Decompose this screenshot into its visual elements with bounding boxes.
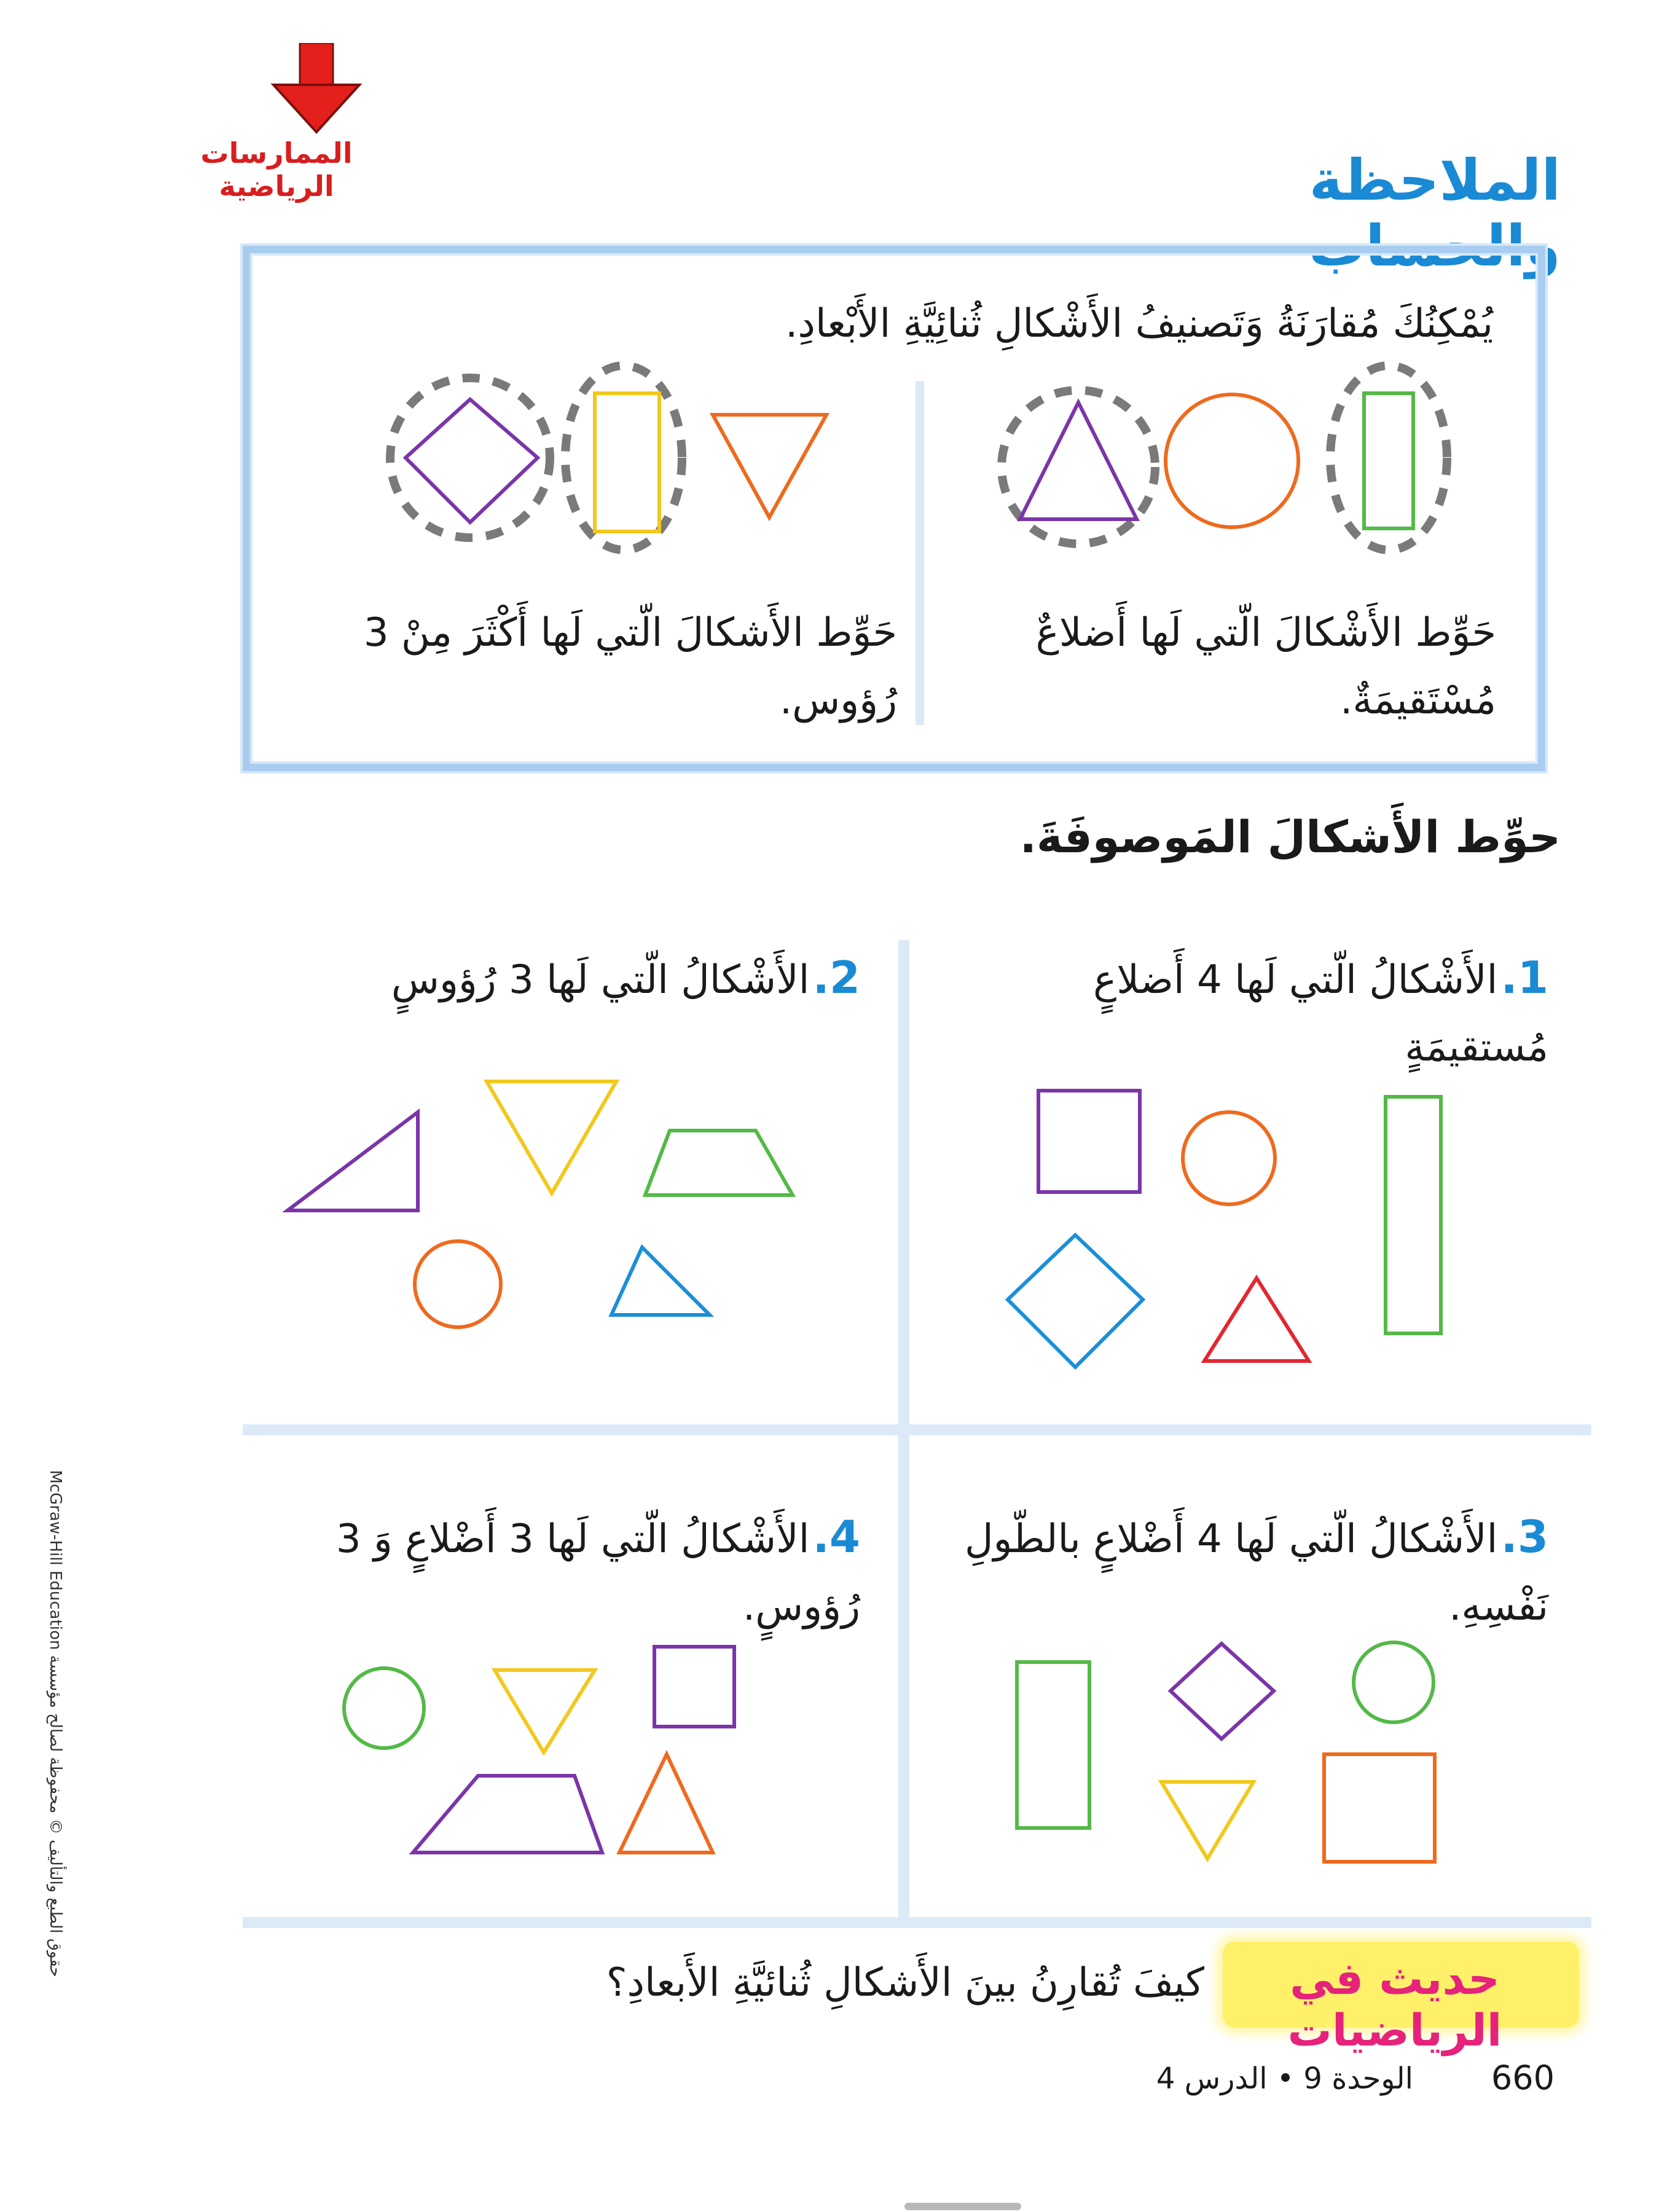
purple-square (1038, 1091, 1140, 1192)
question-1-shapes[interactable] (909, 1081, 1585, 1401)
blue-diamond (1008, 1235, 1143, 1367)
talk-question: كيفَ تُقارِنُ بينَ الأَشكالِ ثُنائيَّةِ الأَبعادِ؟ (606, 1960, 1204, 2006)
question-2 (295, 946, 860, 1014)
orange-triangle (713, 415, 826, 517)
yellow-rectangle (595, 393, 659, 531)
question-1 (959, 946, 1548, 1081)
question-number: 3. (1500, 1511, 1548, 1563)
question-4 (295, 1505, 860, 1641)
yellow-triangle (487, 1081, 616, 1193)
intro-shapes (243, 356, 1545, 565)
question-3-shapes[interactable] (909, 1634, 1585, 1892)
page-number: 660 (1491, 2058, 1555, 2097)
purple-square (654, 1647, 734, 1727)
grid-divider-bottom (243, 1917, 1591, 1928)
orange-triangle (619, 1754, 713, 1853)
orange-circle (415, 1241, 501, 1327)
green-circle (1354, 1642, 1433, 1722)
question-text: الأَشْكالُ الّتي لَها 3 أَضْلاعٍ وَ 3 رُؤوسٍ. (335, 1516, 860, 1630)
question-text: الأَشْكالُ الّتي لَها 4 أَضْلاعٍ بالطّولِ نَفْسِهِ. (964, 1516, 1548, 1630)
orange-circle (1166, 394, 1298, 527)
purple-diamond (1171, 1644, 1274, 1739)
question-3 (959, 1505, 1548, 1641)
purple-triangle (1020, 402, 1137, 519)
talk-in-math-label: حديث في الرياضيات (1287, 1953, 1502, 2056)
green-rectangle (1017, 1662, 1089, 1828)
blue-triangle (611, 1247, 710, 1315)
question-number: 4. (812, 1511, 860, 1563)
green-rectangle (1386, 1097, 1441, 1333)
question-2-shapes[interactable] (258, 1057, 897, 1352)
green-rectangle (1364, 393, 1413, 528)
publisher-credit: McGraw-Hill Education حقوق الطبع والتأليف © محفوظة لصالح مؤسسة (46, 1470, 65, 1977)
red-triangle (1204, 1278, 1309, 1361)
instruction: حوِّط الأَشكالَ المَوصوفَةَ. (1019, 811, 1561, 863)
question-number: 1. (1500, 952, 1548, 1003)
purple-trapezoid (413, 1776, 602, 1853)
intro-caption-left: حَوِّط الأَشكالَ الّتي لَها أَكْثَرَ مِنْ 3 رُؤوس. (363, 610, 897, 723)
section-title: الملاحظة والحساب (1308, 147, 1561, 279)
down-arrow-icon (270, 43, 363, 135)
yellow-triangle (495, 1670, 595, 1752)
question-text: الأَشْكالُ الّتي لَها 4 أَضلاعٍ مُستقيمَةٍ (1093, 957, 1548, 1070)
unit-lesson-label: الوحدة 9 • الدرس 4 (1156, 2061, 1413, 2096)
math-practices-label: الممارسات الرياضية (200, 136, 353, 203)
question-text: الأَشْكالُ الّتي لَها 3 رُؤوسٍ (391, 957, 810, 1003)
question-number: 2. (812, 952, 860, 1003)
intro-text: يُمْكِنُكَ مُقارَنَةُ وَتَصنيفُ الأَشْكالِ ثُنائِيَّةِ الأَبْعادِ. (785, 301, 1493, 347)
purple-right-triangle (288, 1112, 418, 1210)
green-trapezoid (645, 1131, 793, 1195)
grid-divider-horizontal (243, 1424, 1591, 1435)
yellow-triangle (1161, 1782, 1253, 1859)
intro-caption-right: حَوِّط الأَشْكالَ الّتي لَها أَضلاعٌ مُسْتَقيمَةٌ. (1035, 610, 1496, 723)
green-circle (344, 1668, 424, 1748)
orange-square (1324, 1754, 1435, 1862)
question-4-shapes[interactable] (258, 1622, 897, 1880)
home-indicator[interactable] (904, 2203, 1021, 2210)
orange-circle (1183, 1112, 1275, 1204)
diamond-shape (406, 399, 538, 522)
